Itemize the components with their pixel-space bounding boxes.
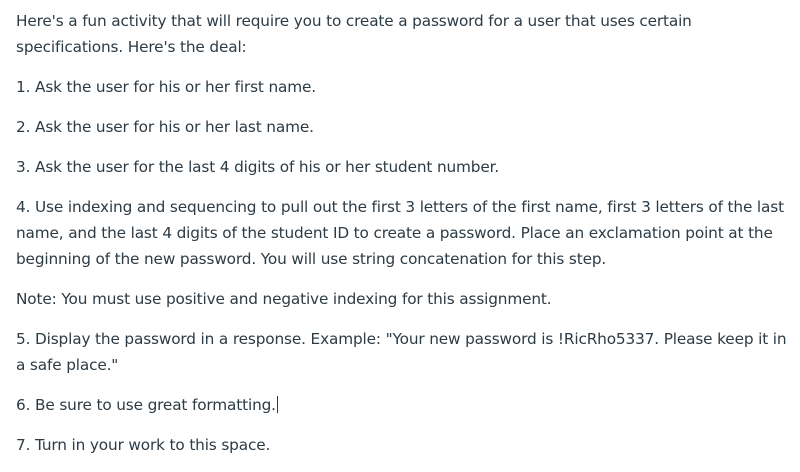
step-3: 3. Ask the user for the last 4 digits of his or her student number.: [16, 158, 500, 176]
note-paragraph: Note: You must use positive and negative indexing for this assignment.: [16, 290, 552, 308]
step-2: 2. Ask the user for his or her last name.: [16, 118, 314, 136]
step-4: 4. Use indexing and sequencing to pull out the first 3 letters of the first name, first 3 letters of the last name, and the last 4 digits of the student ID to create a password. Place an exclamation point at the beginning of the new password. You will use string concatenation for this step.: [16, 198, 784, 268]
text-cursor: [277, 396, 278, 413]
step-6-text: 6. Be sure to use great formatting.: [16, 396, 276, 414]
step-1: 1. Ask the user for his or her first name.: [16, 78, 316, 96]
step-7: 7. Turn in your work to this space.: [16, 436, 271, 454]
step-6: [16, 392, 788, 418]
assignment-instructions: [16, 8, 788, 472]
intro-paragraph: Here's a fun activity that will require you to create a password for a user that uses certain specifications. Here's the deal:: [16, 12, 692, 56]
step-5: 5. Display the password in a response. Example: "Your new password is !RicRho5337. Please keep it in a safe place.": [16, 330, 787, 374]
